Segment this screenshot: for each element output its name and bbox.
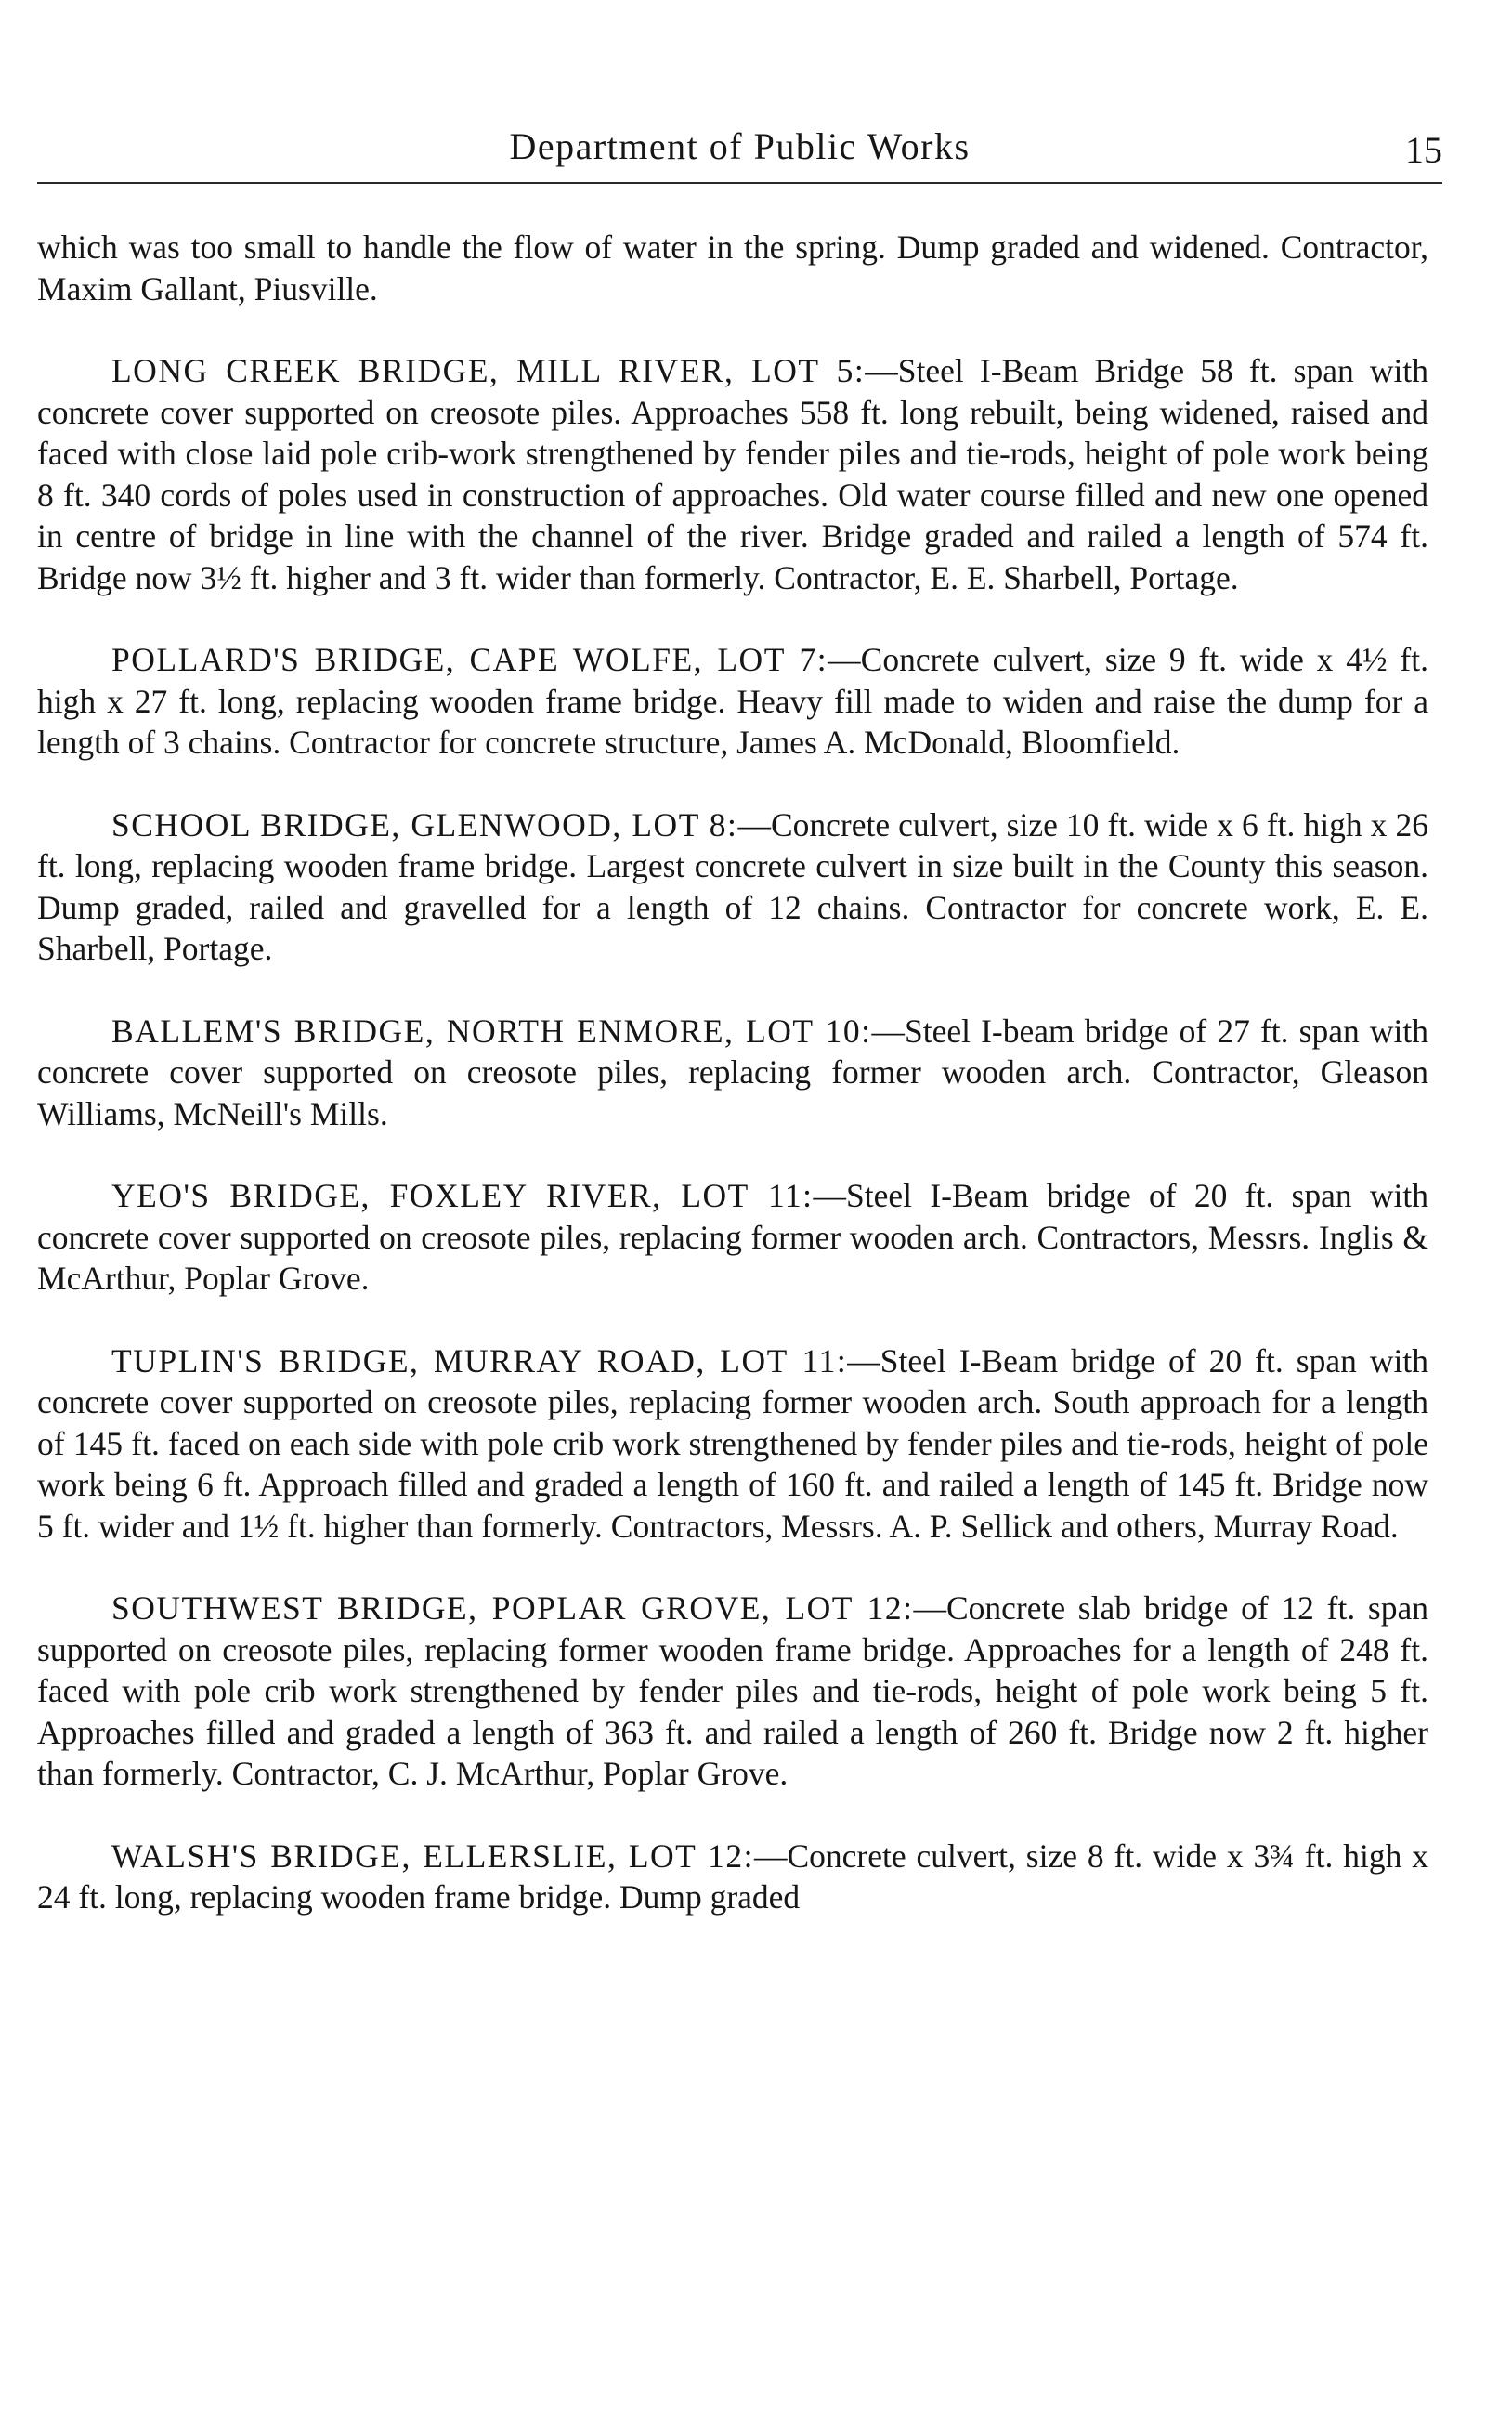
paragraph-text: —Concrete culvert, size 9 ft. wide x 4½ ft. high x 27 ft. long, replacing wooden frame bridge. Heavy fill made to widen and raise the dump for a length of 3 chains. Contractor for concrete structure, James A. McDonald, Bloomfield. xyxy=(37,641,1428,761)
paragraph-text: —Steel I-beam bridge of 27 ft. span with concrete cover supported on creosote piles, replacing former wooden arch. Contractor, Gleason Williams, McNeill's Mills. xyxy=(37,1012,1429,1132)
paragraph-text: —Steel I-Beam bridge of 20 ft. span with concrete cover supported on creosote piles, replacing former wooden arch. South approach for a length of 145 ft. faced on each side with pole crib work strengthened by fender piles and tie-rods, height of pole work being 6 ft. Approach filled and graded a length of 160 ft. and railed a length of 145 ft. Bridge now 5 ft. wider and 1½ ft. higher than formerly. Contractors, Messrs. A. P. Sellick and others, Murray Road. xyxy=(37,1341,1428,1545)
paragraph-heading: SOUTHWEST BRIDGE, POPLAR GROVE, LOT 12: xyxy=(111,1589,914,1627)
paragraph-text: —Concrete culvert, size 10 ft. wide x 6 ft. high x 26 ft. long, replacing wooden frame bridge. Largest concrete culvert in size built in the County this season. Dump graded, railed and gravelled for a length of 12 chains. Contractor for concrete work, E. E. Sharbell, Portage. xyxy=(37,805,1429,967)
paragraph-heading: TUPLIN'S BRIDGE, MURRAY ROAD, LOT 11: xyxy=(111,1341,848,1379)
paragraph-heading: POLLARD'S BRIDGE, CAPE WOLFE, LOT 7: xyxy=(111,641,828,678)
paragraph-text: —Concrete culvert, size 8 ft. wide x 3¾ ft. high x 24 ft. long, replacing wooden frame bridge. Dump graded xyxy=(37,1837,1428,1916)
page-number: 15 xyxy=(1405,129,1442,171)
paragraph-ballems-bridge xyxy=(37,1011,1428,1135)
header-rule xyxy=(37,182,1442,184)
paragraph-continuation xyxy=(37,227,1428,309)
running-title: Department of Public Works xyxy=(509,125,971,167)
paragraph-heading: BALLEM'S BRIDGE, NORTH ENMORE, LOT 10: xyxy=(111,1012,872,1050)
paragraph-heading: SCHOOL BRIDGE, GLENWOOD, LOT 8: xyxy=(111,805,738,843)
paragraph-heading: WALSH'S BRIDGE, ELLERSLIE, LOT 12: xyxy=(111,1837,754,1875)
paragraph-text: —Steel I-Beam bridge of 20 ft. span with concrete cover supported on creosote piles, replacing former wooden arch. Contractors, Messrs. Inglis & McArthur, Poplar Grove. xyxy=(37,1177,1428,1297)
paragraph-text: which was too small to handle the flow of water in the spring. Dump graded and widened. Contractor, Maxim Gallant, Piusville. xyxy=(37,229,1428,307)
paragraph-text: —Steel I-Beam Bridge 58 ft. span with concrete cover supported on creosote piles. Approaches 558 ft. long rebuilt, being widened, raised and faced with close laid pole crib-work strengthened by fender piles and tie-rods, height of pole work being 8 ft. 340 cords of poles used in construction of approaches. Old water course filled and new one opened in centre of bridge in line with the channel of the river. Bridge graded and railed a length of 574 ft. Bridge now 3½ ft. higher and 3 ft. wider than formerly. Contractor, E. E. Sharbell, Portage. xyxy=(37,352,1428,596)
paragraph-walshs-bridge xyxy=(37,1836,1428,1918)
paragraph-heading: LONG CREEK BRIDGE, MILL RIVER, LOT 5: xyxy=(111,352,866,389)
paragraph-pollards-bridge xyxy=(37,639,1428,764)
running-header xyxy=(37,119,1442,175)
paragraph-southwest-bridge xyxy=(37,1588,1428,1795)
paragraph-tuplins-bridge xyxy=(37,1340,1428,1548)
paragraph-text: —Concrete slab bridge of 12 ft. span supported on creosote piles, replacing former wooden frame bridge. Approaches for a length of 248 ft. faced with pole crib work strengthened by fender piles and tie-rods, height of pole work being 5 ft. Approaches filled and graded a length of 363 ft. and railed a length of 260 ft. Bridge now 2 ft. higher than formerly. Contractor, C. J. McArthur, Poplar Grove. xyxy=(37,1589,1428,1792)
body-text xyxy=(37,227,1428,1918)
paragraph-yeos-bridge xyxy=(37,1175,1428,1300)
paragraph-heading: YEO'S BRIDGE, FOXLEY RIVER, LOT 11: xyxy=(111,1177,814,1214)
paragraph-long-creek-bridge xyxy=(37,350,1428,598)
paragraph-school-bridge xyxy=(37,804,1428,970)
